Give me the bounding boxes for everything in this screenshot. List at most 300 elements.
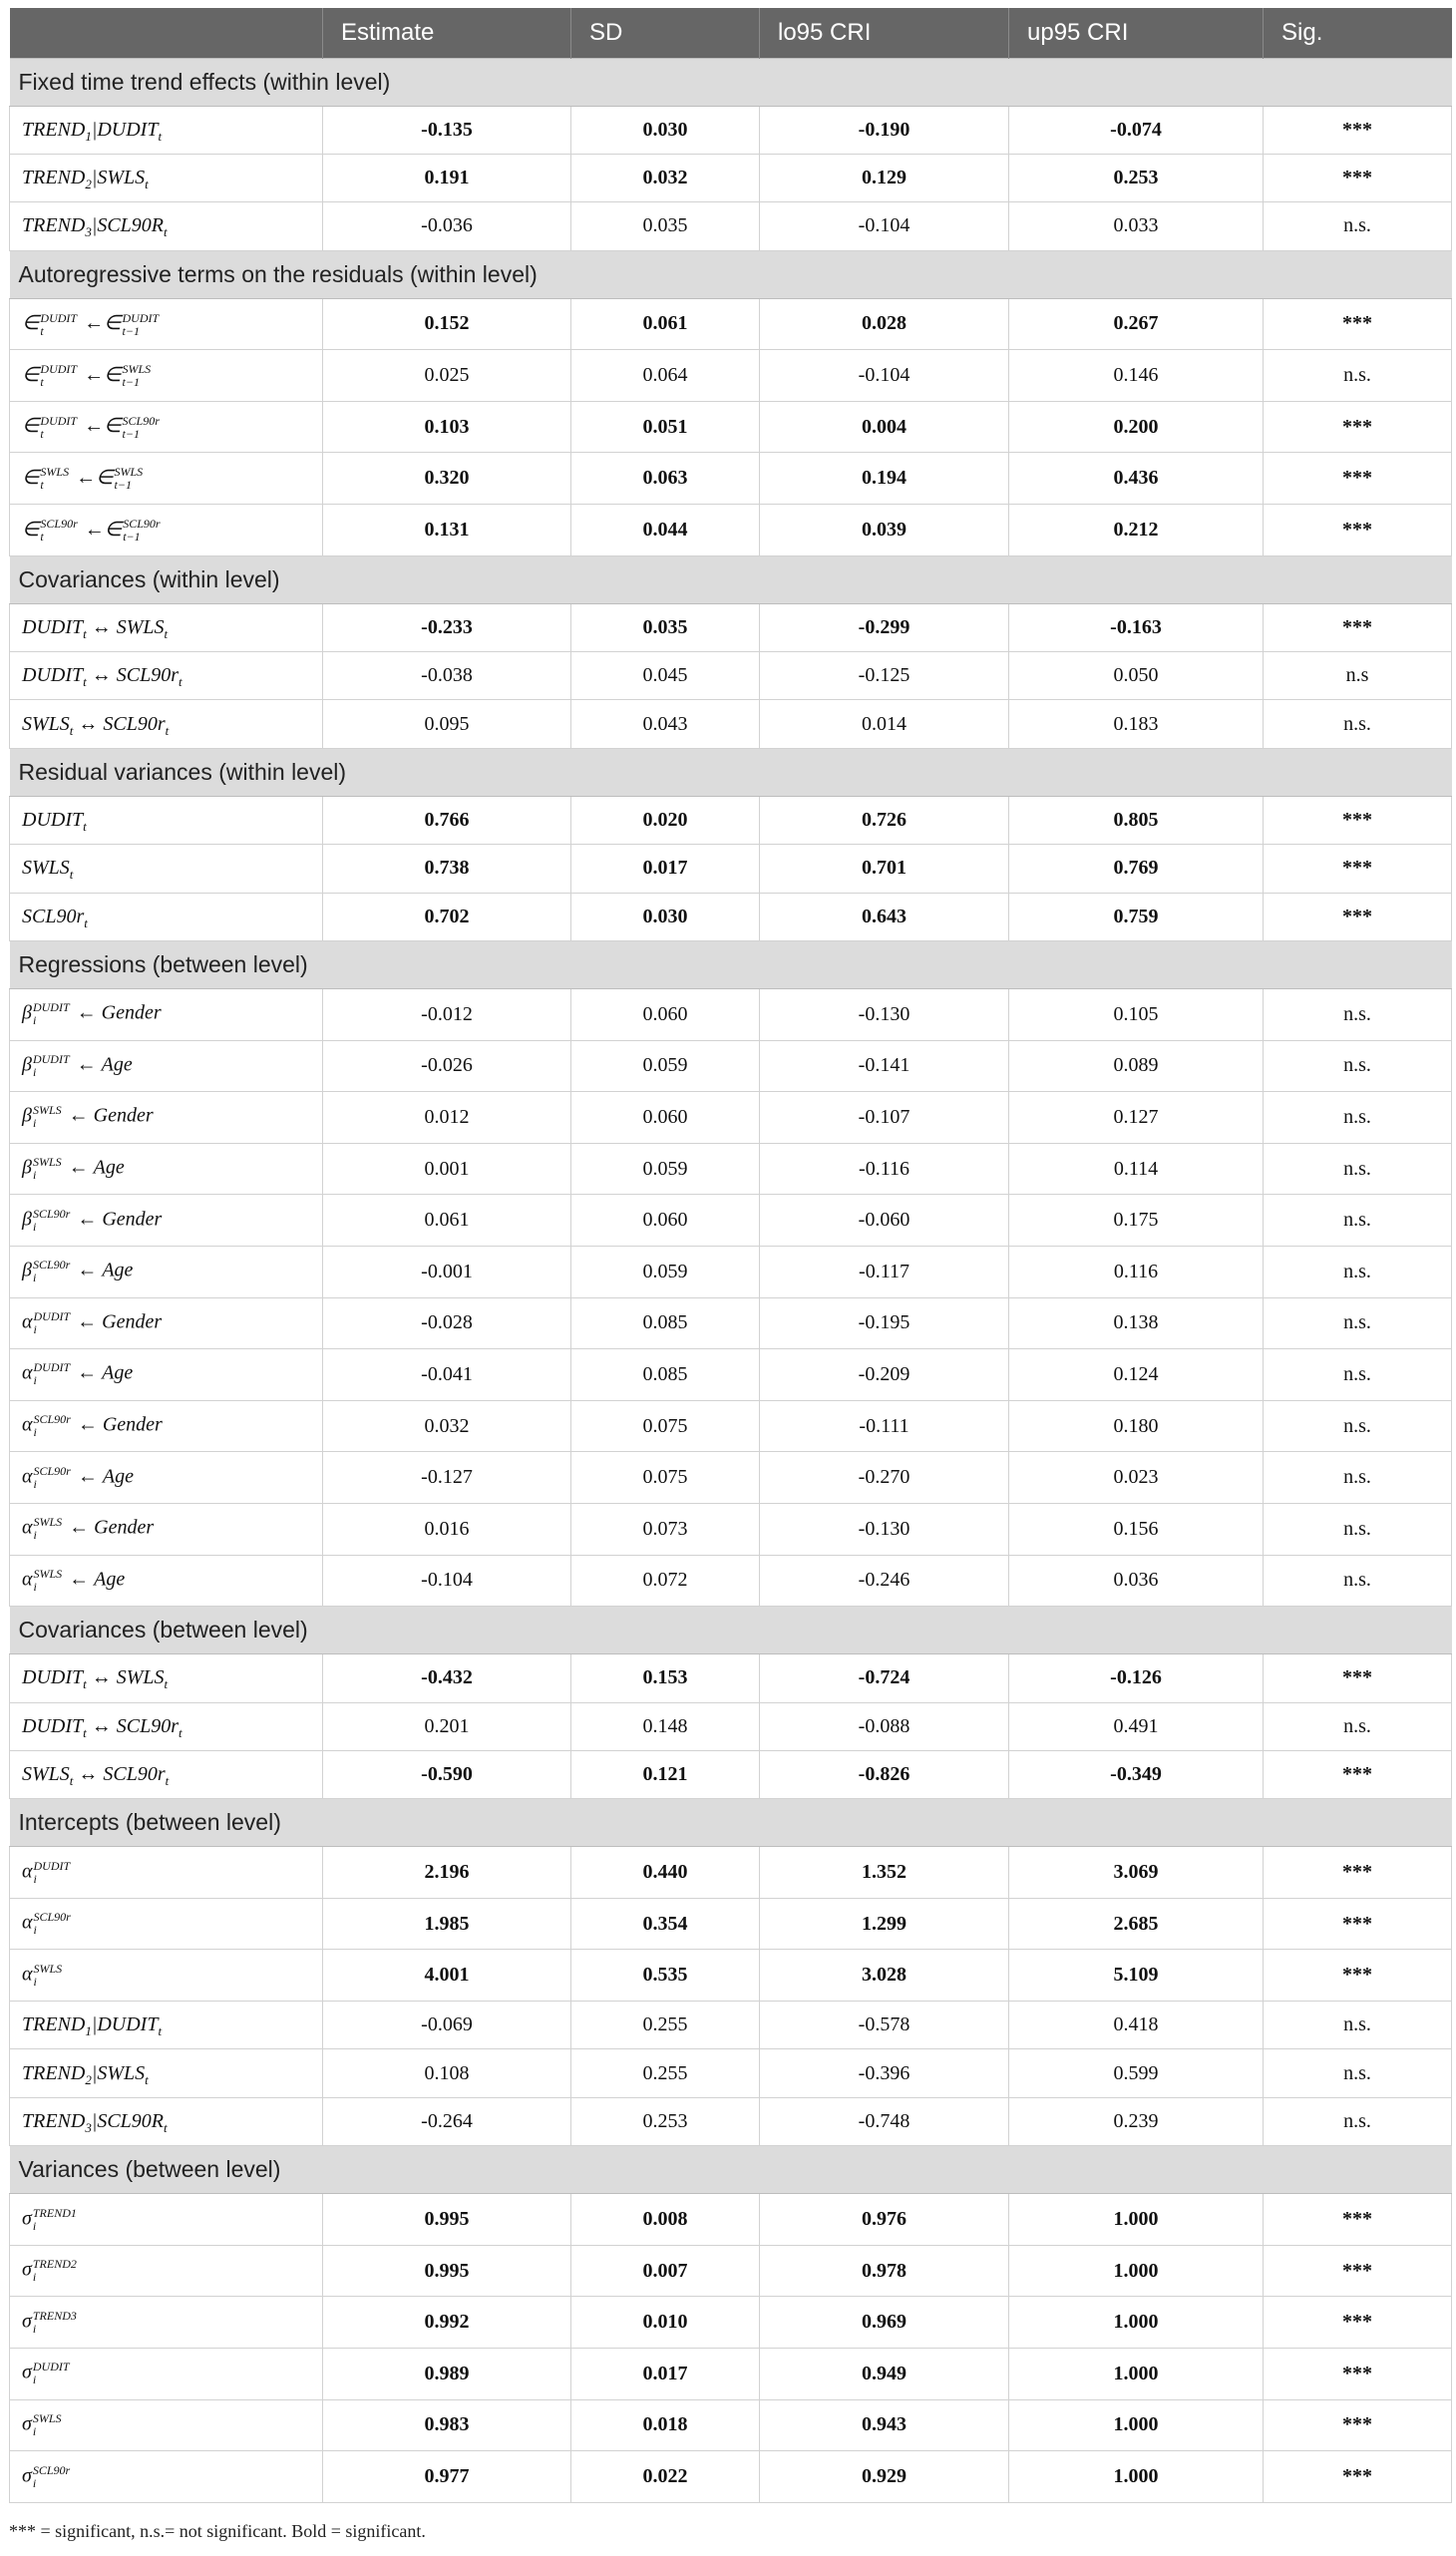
subscript: t bbox=[179, 1724, 182, 1740]
variable-name: TREND bbox=[22, 214, 86, 237]
subscript: i bbox=[33, 1871, 37, 1886]
parameter-label-cell bbox=[10, 2297, 323, 2349]
superscript: SCL90r bbox=[33, 1463, 71, 1478]
script-stack bbox=[33, 1001, 70, 1027]
sd-cell: 0.017 bbox=[571, 845, 760, 893]
superscript: SWLS bbox=[32, 2410, 62, 2425]
parameter-symbol: ∈ bbox=[22, 518, 40, 541]
estimate-cell: 0.108 bbox=[323, 2049, 571, 2097]
section-title: Intercepts (between level) bbox=[10, 1799, 1452, 1847]
lo95-cell: 0.929 bbox=[760, 2451, 1009, 2503]
estimate-cell: 0.992 bbox=[323, 2297, 571, 2349]
parameter-label-cell bbox=[10, 1246, 323, 1297]
sd-cell: 0.030 bbox=[571, 893, 760, 940]
sd-cell: 0.255 bbox=[571, 2049, 760, 2097]
superscript: SCL90r bbox=[33, 1412, 71, 1427]
superscript: SCL90r bbox=[32, 2462, 71, 2477]
script-stack bbox=[33, 1053, 70, 1079]
estimate-cell: -0.001 bbox=[323, 1246, 571, 1297]
script-stack bbox=[40, 415, 77, 441]
script-stack bbox=[40, 518, 77, 544]
subscript: t bbox=[40, 375, 44, 390]
variable-name: SCL90r bbox=[116, 664, 179, 687]
superscript: SWLS bbox=[40, 465, 70, 480]
superscript: DUDIT bbox=[32, 1000, 70, 1015]
header-sd: SD bbox=[571, 8, 760, 58]
script-stack bbox=[115, 466, 144, 492]
estimate-cell: -0.041 bbox=[323, 1349, 571, 1401]
sig-cell: *** bbox=[1264, 1847, 1452, 1899]
table-row bbox=[10, 1452, 1452, 1504]
subscript: i bbox=[32, 2270, 37, 2285]
sd-cell: 0.253 bbox=[571, 2097, 760, 2145]
variable-name: TREND bbox=[22, 2013, 86, 2036]
up95-cell: 0.050 bbox=[1009, 652, 1264, 700]
lo95-cell: -0.826 bbox=[760, 1750, 1009, 1798]
superscript: SWLS bbox=[33, 1961, 63, 1976]
variable-name: SCL90r bbox=[22, 905, 85, 927]
lo95-cell: -0.246 bbox=[760, 1555, 1009, 1607]
script-stack bbox=[33, 2361, 70, 2386]
sig-cell: n.s. bbox=[1264, 1297, 1452, 1349]
subscript: t bbox=[145, 2071, 149, 2087]
table-row bbox=[10, 845, 1452, 893]
parameter-symbol: σ bbox=[22, 2207, 32, 2230]
predictor-name: Gender bbox=[93, 1105, 154, 1128]
lo95-cell: 3.028 bbox=[760, 1950, 1009, 2002]
sd-cell: 0.060 bbox=[571, 988, 760, 1040]
parameter-label-cell bbox=[10, 202, 323, 250]
lo95-cell: -0.299 bbox=[760, 603, 1009, 651]
subscript: t−1 bbox=[122, 375, 140, 390]
sd-cell: 0.022 bbox=[571, 2451, 760, 2503]
subscript: t bbox=[145, 177, 149, 192]
sig-cell: *** bbox=[1264, 2349, 1452, 2400]
header-lo95-cri: lo95 CRI bbox=[760, 8, 1009, 58]
parameter-symbol: ∈ bbox=[96, 467, 114, 490]
up95-cell: 0.127 bbox=[1009, 1092, 1264, 1144]
sig-cell: n.s. bbox=[1264, 202, 1452, 250]
up95-cell: 5.109 bbox=[1009, 1950, 1264, 2002]
sig-cell: n.s. bbox=[1264, 1246, 1452, 1297]
subscript: i bbox=[33, 1373, 37, 1388]
arrow-symbol: ← bbox=[84, 415, 105, 438]
up95-cell: 0.418 bbox=[1009, 2002, 1264, 2049]
table-row bbox=[10, 2297, 1452, 2349]
variable-name: DUDIT bbox=[22, 809, 84, 831]
parameter-symbol: α bbox=[22, 1963, 33, 1986]
up95-cell: 0.491 bbox=[1009, 1702, 1264, 1750]
table-row bbox=[10, 505, 1452, 556]
subscript: t bbox=[83, 819, 87, 834]
header-estimate: Estimate bbox=[323, 8, 571, 58]
section-header-row bbox=[10, 748, 1452, 796]
sig-cell: *** bbox=[1264, 1950, 1452, 2002]
subscript: i bbox=[33, 1321, 37, 1336]
estimate-cell: 0.702 bbox=[323, 893, 571, 940]
arrow-symbol: ← bbox=[76, 467, 97, 490]
table-row bbox=[10, 700, 1452, 748]
sig-cell: *** bbox=[1264, 401, 1452, 453]
script-stack bbox=[34, 1516, 63, 1542]
subscript: t bbox=[40, 323, 44, 338]
superscript: DUDIT bbox=[32, 2360, 70, 2374]
up95-cell: 0.805 bbox=[1009, 796, 1264, 844]
parameter-label-cell bbox=[10, 2245, 323, 2297]
up95-cell: 0.033 bbox=[1009, 202, 1264, 250]
parameter-symbol: β bbox=[22, 1208, 32, 1231]
sig-cell: n.s. bbox=[1264, 2097, 1452, 2145]
up95-cell: 0.114 bbox=[1009, 1143, 1264, 1195]
table-row bbox=[10, 1400, 1452, 1452]
estimate-cell: -0.104 bbox=[323, 1555, 571, 1607]
parameter-label-cell bbox=[10, 893, 323, 940]
estimate-cell: 0.995 bbox=[323, 2194, 571, 2246]
sd-cell: 0.032 bbox=[571, 154, 760, 201]
sig-cell: n.s. bbox=[1264, 1503, 1452, 1555]
table-row bbox=[10, 2049, 1452, 2097]
sd-cell: 0.075 bbox=[571, 1400, 760, 1452]
variable-name: |SCL90R bbox=[91, 2110, 165, 2133]
section-header-row bbox=[10, 1607, 1452, 1654]
variable-name: SWLS bbox=[22, 712, 70, 735]
arrow-symbol: ← bbox=[68, 1156, 89, 1179]
subscript: t bbox=[158, 2023, 163, 2039]
superscript: DUDIT bbox=[40, 362, 78, 377]
parameter-label-cell bbox=[10, 2349, 323, 2400]
lo95-cell: 0.129 bbox=[760, 154, 1009, 201]
predictor-name: Gender bbox=[102, 1413, 163, 1436]
subscript: 3 bbox=[85, 2120, 92, 2136]
estimate-cell: 4.001 bbox=[323, 1950, 571, 2002]
section-title: Autoregressive terms on the residuals (within level) bbox=[10, 250, 1452, 298]
section-header-row bbox=[10, 940, 1452, 988]
up95-cell: 0.116 bbox=[1009, 1246, 1264, 1297]
parameter-symbol: σ bbox=[22, 2361, 32, 2383]
sig-cell: *** bbox=[1264, 1898, 1452, 1950]
parameter-symbol: β bbox=[22, 1105, 32, 1128]
sd-cell: 0.007 bbox=[571, 2245, 760, 2297]
lo95-cell: 0.028 bbox=[760, 298, 1009, 350]
table-row bbox=[10, 893, 1452, 940]
variable-name: DUDIT bbox=[22, 664, 84, 687]
header-up95-cri: up95 CRI bbox=[1009, 8, 1264, 58]
estimate-cell: 0.977 bbox=[323, 2451, 571, 2503]
table-row bbox=[10, 202, 1452, 250]
table-footnote: *** = significant, n.s.= not significant. Bold = significant. bbox=[9, 2521, 426, 2541]
up95-cell: 0.146 bbox=[1009, 350, 1264, 402]
sig-cell: *** bbox=[1264, 893, 1452, 940]
script-stack bbox=[33, 1104, 62, 1130]
table-row bbox=[10, 603, 1452, 651]
script-stack bbox=[123, 312, 160, 338]
lo95-cell: 1.299 bbox=[760, 1898, 1009, 1950]
section-title: Variances (between level) bbox=[10, 2146, 1452, 2194]
superscript: SWLS bbox=[32, 1155, 62, 1170]
estimate-cell: -0.135 bbox=[323, 106, 571, 154]
up95-cell: -0.349 bbox=[1009, 1750, 1264, 1798]
predictor-name: Age bbox=[102, 1362, 134, 1385]
script-stack bbox=[33, 1208, 70, 1234]
up95-cell: 1.000 bbox=[1009, 2297, 1264, 2349]
up95-cell: 0.175 bbox=[1009, 1195, 1264, 1247]
variable-name: TREND bbox=[22, 167, 86, 189]
subscript: i bbox=[32, 1219, 37, 1234]
variable-name: DUDIT bbox=[22, 615, 84, 638]
parameter-symbol: α bbox=[22, 1911, 33, 1934]
sd-cell: 0.045 bbox=[571, 652, 760, 700]
sd-cell: 0.153 bbox=[571, 1654, 760, 1702]
lo95-cell: -0.111 bbox=[760, 1400, 1009, 1452]
predictor-name: Age bbox=[94, 1568, 126, 1591]
up95-cell: 1.000 bbox=[1009, 2194, 1264, 2246]
sd-cell: 0.044 bbox=[571, 505, 760, 556]
estimate-cell: 0.016 bbox=[323, 1503, 571, 1555]
header-sig: Sig. bbox=[1264, 8, 1452, 58]
script-stack bbox=[33, 2207, 77, 2233]
sig-cell: n.s. bbox=[1264, 700, 1452, 748]
lo95-cell: 0.969 bbox=[760, 2297, 1009, 2349]
estimate-cell: 0.766 bbox=[323, 796, 571, 844]
sig-cell: n.s. bbox=[1264, 1040, 1452, 1092]
variable-name: |DUDIT bbox=[91, 2013, 159, 2036]
up95-cell: -0.126 bbox=[1009, 1654, 1264, 1702]
arrow-symbol: ↔ bbox=[91, 664, 112, 687]
parameter-label-cell bbox=[10, 106, 323, 154]
parameter-label-cell bbox=[10, 401, 323, 453]
lo95-cell: -0.116 bbox=[760, 1143, 1009, 1195]
section-title: Regressions (between level) bbox=[10, 940, 1452, 988]
estimate-cell: -0.028 bbox=[323, 1297, 571, 1349]
up95-cell: 2.685 bbox=[1009, 1898, 1264, 1950]
variable-name: |SCL90R bbox=[91, 214, 165, 237]
sig-cell: n.s. bbox=[1264, 1143, 1452, 1195]
variable-name: SWLS bbox=[22, 857, 70, 880]
parameter-symbol: ∈ bbox=[104, 363, 122, 386]
sd-cell: 0.060 bbox=[571, 1195, 760, 1247]
sig-cell: *** bbox=[1264, 2194, 1452, 2246]
sig-cell: *** bbox=[1264, 603, 1452, 651]
sig-cell: *** bbox=[1264, 2399, 1452, 2451]
variable-name: |SWLS bbox=[91, 167, 146, 189]
table-row bbox=[10, 154, 1452, 201]
sd-cell: 0.030 bbox=[571, 106, 760, 154]
superscript: TREND2 bbox=[32, 2257, 77, 2272]
parameter-symbol: ∈ bbox=[22, 415, 40, 438]
up95-cell: 1.000 bbox=[1009, 2451, 1264, 2503]
table-row bbox=[10, 1898, 1452, 1950]
parameter-label-cell bbox=[10, 505, 323, 556]
lo95-cell: 0.976 bbox=[760, 2194, 1009, 2246]
subscript: t bbox=[164, 224, 168, 240]
up95-cell: 0.599 bbox=[1009, 2049, 1264, 2097]
table-row bbox=[10, 350, 1452, 402]
parameter-label-cell bbox=[10, 453, 323, 505]
table-row bbox=[10, 988, 1452, 1040]
superscript: DUDIT bbox=[40, 413, 78, 428]
parameter-symbol: α bbox=[22, 1568, 33, 1591]
subscript: i bbox=[32, 1064, 37, 1079]
superscript: DUDIT bbox=[33, 1308, 71, 1323]
sd-cell: 0.017 bbox=[571, 2349, 760, 2400]
lo95-cell: 0.004 bbox=[760, 401, 1009, 453]
sd-cell: 0.061 bbox=[571, 298, 760, 350]
sig-cell: *** bbox=[1264, 845, 1452, 893]
arrow-symbol: ← bbox=[76, 1001, 97, 1024]
subscript: t bbox=[83, 1724, 87, 1740]
subscript: i bbox=[32, 2218, 37, 2233]
up95-cell: 0.253 bbox=[1009, 154, 1264, 201]
up95-cell: 3.069 bbox=[1009, 1847, 1264, 1899]
sd-cell: 0.060 bbox=[571, 1092, 760, 1144]
section-header-row bbox=[10, 555, 1452, 603]
arrow-symbol: ← bbox=[84, 518, 105, 541]
up95-cell: 0.138 bbox=[1009, 1297, 1264, 1349]
table-row bbox=[10, 1349, 1452, 1401]
parameter-label-cell bbox=[10, 1143, 323, 1195]
parameter-label-cell bbox=[10, 2399, 323, 2451]
up95-cell: 0.212 bbox=[1009, 505, 1264, 556]
sig-cell: *** bbox=[1264, 1654, 1452, 1702]
estimate-cell: -0.590 bbox=[323, 1750, 571, 1798]
table-row bbox=[10, 1297, 1452, 1349]
arrow-symbol: ← bbox=[77, 1362, 98, 1385]
sd-cell: 0.121 bbox=[571, 1750, 760, 1798]
script-stack bbox=[33, 2464, 70, 2490]
parameter-symbol: σ bbox=[22, 2412, 32, 2435]
parameter-label-cell bbox=[10, 652, 323, 700]
up95-cell: 0.180 bbox=[1009, 1400, 1264, 1452]
table-row bbox=[10, 298, 1452, 350]
arrow-symbol: ← bbox=[77, 1465, 98, 1488]
variable-name: |SWLS bbox=[91, 2061, 146, 2084]
sd-cell: 0.255 bbox=[571, 2002, 760, 2049]
superscript: SWLS bbox=[33, 1566, 63, 1581]
subscript: i bbox=[33, 1923, 37, 1938]
variable-name: SWLS bbox=[116, 615, 165, 638]
subscript: 3 bbox=[85, 224, 92, 240]
arrow-symbol: ← bbox=[77, 1413, 98, 1436]
subscript: t−1 bbox=[123, 530, 141, 545]
subscript: i bbox=[32, 2423, 37, 2438]
estimate-cell: 0.320 bbox=[323, 453, 571, 505]
section-header-row bbox=[10, 58, 1452, 106]
parameter-label-cell bbox=[10, 1195, 323, 1247]
script-stack bbox=[123, 415, 160, 441]
section-title: Residual variances (within level) bbox=[10, 748, 1452, 796]
sd-cell: 0.018 bbox=[571, 2399, 760, 2451]
subscript: t bbox=[40, 530, 44, 545]
sig-cell: n.s. bbox=[1264, 1195, 1452, 1247]
estimate-cell: 0.001 bbox=[323, 1143, 571, 1195]
sd-cell: 0.085 bbox=[571, 1349, 760, 1401]
predictor-name: Gender bbox=[101, 1001, 162, 1024]
table-row bbox=[10, 401, 1452, 453]
subscript: t bbox=[158, 128, 163, 144]
parameter-symbol: ∈ bbox=[22, 467, 40, 490]
section-header-row bbox=[10, 1799, 1452, 1847]
subscript: t bbox=[165, 1773, 170, 1789]
parameter-label-cell bbox=[10, 2451, 323, 2503]
lo95-cell: -0.130 bbox=[760, 1503, 1009, 1555]
script-stack bbox=[34, 1465, 71, 1491]
up95-cell: 0.239 bbox=[1009, 2097, 1264, 2145]
parameter-label-cell bbox=[10, 796, 323, 844]
arrow-symbol: ← bbox=[84, 363, 105, 386]
lo95-cell: -0.190 bbox=[760, 106, 1009, 154]
table-body bbox=[10, 58, 1452, 2502]
parameter-symbol: ∈ bbox=[104, 312, 122, 335]
sd-cell: 0.073 bbox=[571, 1503, 760, 1555]
parameter-label-cell bbox=[10, 2002, 323, 2049]
lo95-cell: 0.949 bbox=[760, 2349, 1009, 2400]
sd-cell: 0.043 bbox=[571, 700, 760, 748]
superscript: SWLS bbox=[122, 362, 152, 377]
subscript: 2 bbox=[85, 2071, 92, 2087]
subscript: i bbox=[33, 1476, 37, 1491]
subscript: t bbox=[164, 2120, 168, 2136]
script-stack bbox=[33, 2412, 62, 2438]
parameter-symbol: ∈ bbox=[104, 415, 122, 438]
script-stack bbox=[33, 2310, 77, 2336]
parameter-label-cell bbox=[10, 2194, 323, 2246]
variable-name: SWLS bbox=[116, 1666, 165, 1689]
superscript: TREND1 bbox=[32, 2205, 77, 2220]
variable-name: DUDIT bbox=[22, 1666, 84, 1689]
sd-cell: 0.035 bbox=[571, 603, 760, 651]
variable-name: TREND bbox=[22, 2061, 86, 2084]
subscript: t−1 bbox=[122, 426, 140, 441]
parameter-label-cell bbox=[10, 1503, 323, 1555]
section-title: Fixed time trend effects (within level) bbox=[10, 58, 1452, 106]
section-header-row bbox=[10, 2146, 1452, 2194]
results-table-container bbox=[9, 8, 1451, 2503]
subscript: i bbox=[33, 1579, 37, 1594]
sig-cell: *** bbox=[1264, 2297, 1452, 2349]
lo95-cell: -0.141 bbox=[760, 1040, 1009, 1092]
estimate-cell: 0.201 bbox=[323, 1702, 571, 1750]
sd-cell: 0.059 bbox=[571, 1246, 760, 1297]
parameter-label-cell bbox=[10, 1898, 323, 1950]
arrow-symbol: ↔ bbox=[91, 1714, 112, 1737]
estimate-cell: 0.131 bbox=[323, 505, 571, 556]
lo95-cell: 0.943 bbox=[760, 2399, 1009, 2451]
script-stack bbox=[33, 1259, 70, 1284]
lo95-cell: -0.117 bbox=[760, 1246, 1009, 1297]
estimate-cell: 0.012 bbox=[323, 1092, 571, 1144]
estimate-cell: -0.038 bbox=[323, 652, 571, 700]
up95-cell: 0.267 bbox=[1009, 298, 1264, 350]
parameter-label-cell bbox=[10, 1400, 323, 1452]
predictor-name: Gender bbox=[94, 1516, 155, 1539]
superscript: SCL90r bbox=[32, 1258, 71, 1273]
subscript: t bbox=[164, 625, 169, 641]
script-stack bbox=[33, 2258, 77, 2284]
sd-cell: 0.051 bbox=[571, 401, 760, 453]
lo95-cell: -0.060 bbox=[760, 1195, 1009, 1247]
sd-cell: 0.535 bbox=[571, 1950, 760, 2002]
subscript: 1 bbox=[85, 128, 92, 144]
parameter-label-cell bbox=[10, 845, 323, 893]
estimate-cell: 0.995 bbox=[323, 2245, 571, 2297]
parameter-label-cell bbox=[10, 700, 323, 748]
sig-cell: n.s. bbox=[1264, 1349, 1452, 1401]
sig-cell: *** bbox=[1264, 106, 1452, 154]
script-stack bbox=[40, 466, 69, 492]
arrow-symbol: ↔ bbox=[78, 712, 99, 735]
estimate-cell: 0.191 bbox=[323, 154, 571, 201]
section-title: Covariances (within level) bbox=[10, 555, 1452, 603]
